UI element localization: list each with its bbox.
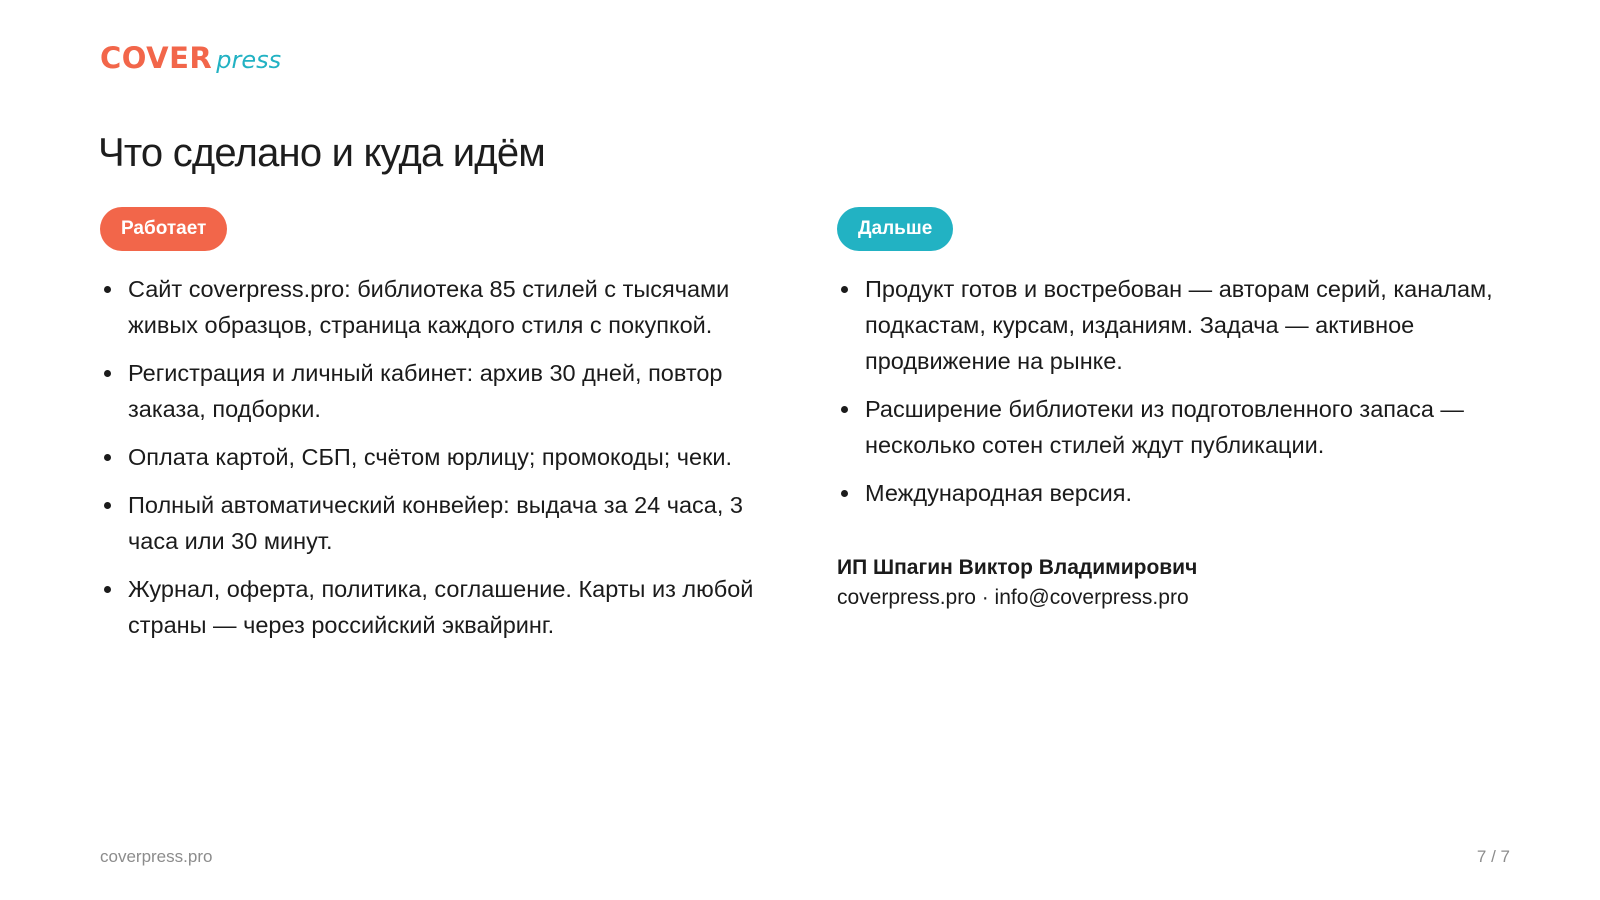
contact-details: coverpress.pro · info@coverpress.pro: [837, 586, 1189, 609]
logo-press-text: press: [216, 46, 282, 74]
bullet-icon: [104, 454, 111, 461]
list-item-text: Расширение библиотеки из подготовленного запаса — несколько сотен стилей ждут публикации.: [865, 396, 1464, 458]
contact-block: [837, 553, 1517, 613]
status-badge-working: Работает: [100, 207, 227, 251]
list-item: [100, 271, 780, 343]
right-list: [837, 271, 1517, 511]
list-item-text: Оплата картой, СБП, счётом юрлицу; промокоды; чеки.: [128, 444, 733, 470]
footer-site: coverpress.pro: [100, 847, 213, 866]
bullet-icon: [841, 286, 848, 293]
logo-cover-text: COVER: [100, 41, 213, 75]
bullet-icon: [104, 502, 111, 509]
bullet-icon: [841, 490, 848, 497]
list-item-text: Полный автоматический конвейер: выдача за 24 часа, 3 часа или 30 минут.: [128, 492, 744, 554]
list-item: [837, 475, 1517, 511]
bullet-icon: [104, 286, 111, 293]
bullet-icon: [104, 370, 111, 377]
list-item: [100, 439, 780, 475]
list-item: [100, 487, 780, 559]
status-badge-next: Дальше: [837, 207, 953, 251]
right-column: [837, 207, 1517, 613]
brand-logo: [100, 41, 282, 75]
list-item: [837, 271, 1517, 379]
list-item-text: Регистрация и личный кабинет: архив 30 дней, повтор заказа, подборки.: [128, 360, 723, 422]
list-item: [837, 391, 1517, 463]
left-column: [100, 207, 780, 655]
list-item-text: Журнал, оферта, политика, соглашение. Карты из любой страны — через российский эквайринг.: [128, 576, 754, 638]
list-item-text: Международная версия.: [865, 480, 1133, 506]
list-item-text: Сайт coverpress.pro: библиотека 85 стилей с тысячами живых образцов, страница каждого стиля с покупкой.: [128, 276, 730, 338]
list-item: [100, 355, 780, 427]
list-item: [100, 571, 780, 643]
page-indicator: 7 / 7: [1476, 847, 1510, 866]
left-list: [100, 271, 780, 643]
bullet-icon: [104, 586, 111, 593]
list-item-text: Продукт готов и востребован — авторам серий, каналам, подкастам, курсам, изданиям. Задача — активное продвижение на рынке.: [865, 276, 1493, 374]
bullet-icon: [841, 406, 848, 413]
contact-name: ИП Шпагин Виктор Владимирович: [837, 556, 1198, 579]
slide-title: Что сделано и куда идём: [98, 131, 545, 175]
